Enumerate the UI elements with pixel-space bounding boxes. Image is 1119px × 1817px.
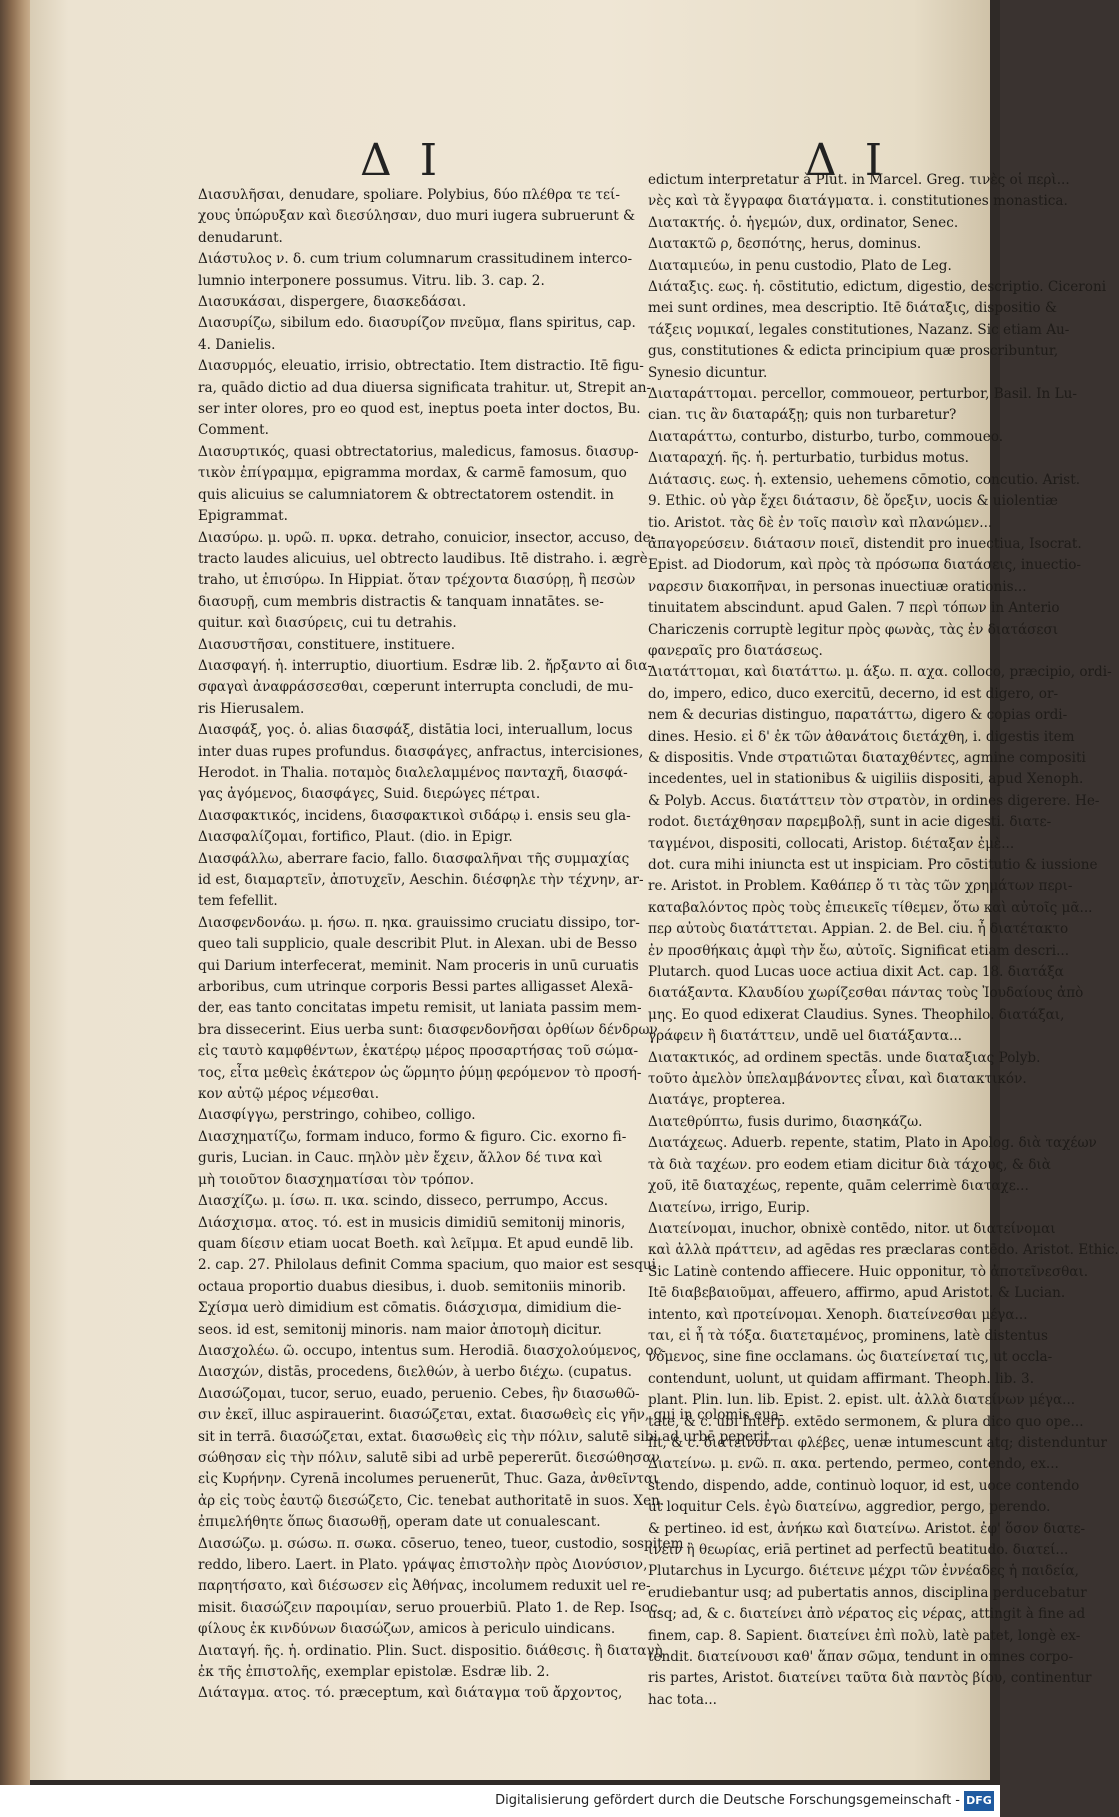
text-line: Διασφαλίζομαι, fortifico, Plaut. (dio. in Epigr.: [198, 829, 513, 846]
text-line: ἐπιμελήθητε ὅπως διασωθῇ, operam date ut conualescant.: [198, 1514, 601, 1531]
text-line: Διασυστῆσαι, constituere, instituere.: [198, 636, 456, 653]
text-line: octaua proportio duabus diesibus, i. duob. semitoniis minorib.: [198, 1278, 627, 1295]
text-line: & Polyb. Accus. διατάττειν τὸν στρατὸν, in ordines digerere. He-: [648, 792, 1100, 809]
text-line: & pertineo. id est, ἀνήκω καὶ διατείνω. Aristot. ἐφ' ὅσον διατε-: [648, 1520, 1086, 1537]
text-line: quitur. καὶ διασύρεις, cui tu detrahis.: [198, 615, 457, 632]
text-line: ναρεσιν διακοπῆναι, in personas inuectiuæ orationis...: [648, 578, 1027, 595]
dfg-logo[interactable]: DFG: [964, 1791, 994, 1811]
text-line: Comment.: [198, 422, 269, 439]
text-line: καὶ ἀλλὰ πράττειν, ad agēdas res præclaras contēdo. Aristot. Ethic.: [648, 1242, 1119, 1259]
text-line: & dispositis. Vnde στρατιῶται διαταχθέντες, agmine compositi: [648, 749, 1086, 766]
text-line: Διασφακτικός, incidens, διασφακτικοὶ σιδάρῳ i. ensis seu gla-: [198, 807, 631, 824]
text-line: Διαταράττομαι. percellor, commoueor, perturbor, Basil. In Lu-: [648, 386, 1077, 403]
text-line: tendit. διατείνουσι καθ' ἅπαν σῶμα, tendunt in omnes corpo-: [648, 1649, 1074, 1666]
running-head-right: ΔΙ: [805, 135, 911, 186]
text-line: περ αὐτοὺς διατάττεται. Appian. 2. de Bel. ciu. ἦ διατέτακτο: [648, 921, 1069, 938]
text-line: Διασφάλλω, aberrare facio, fallo. διασφαλῆναι τῆς συμμαχίας: [198, 850, 630, 867]
text-line: Διατεθρύπτω, fusis durimo, διασηκάζω.: [648, 1113, 923, 1130]
text-line: fit, & c. διατείνονται φλέβες, uenæ intumescunt atq; distenduntur: [648, 1434, 1108, 1451]
text-line: erudiebantur usq; ad pubertatis annos, disciplina perducebatur: [648, 1584, 1087, 1601]
text-line: Διασυρμός, eleuatio, irrisio, obtrectatio. Item distractio. Itē figu-: [198, 358, 644, 375]
text-line: id est, διαμαρτεῖν, ἀποτυχεῖν, Aeschin. διέσφηλε τὴν τέχνην, ar-: [198, 872, 644, 888]
text-line: stendo, dispendo, adde, continuò loquor, id est, uoce contendo: [648, 1477, 1080, 1494]
text-line: Διασφενδονάω. μ. ήσω. π. ηκα. grauissimo cruciatu dissipo, tor-: [198, 914, 640, 931]
text-line: Διασώζομαι, tucor, seruo, euado, peruenio. Cebes, ἣν διασωθῶ-: [198, 1385, 640, 1402]
text-line: ἐκ τῆς ἐπιστολῆς, exemplar epistolæ. Esdræ lib. 2.: [198, 1664, 550, 1681]
text-line: Διατάχεως. Aduerb. repente, statim, Plato in Apolog. διὰ ταχέων: [648, 1135, 1097, 1152]
text-line: διασυρῇ, cum membris distractis & tanquam innatātes. se-: [198, 593, 604, 610]
text-line: tate, & c. ubi Interp. extēdo sermonem, & plura dico quo ope...: [648, 1413, 1084, 1430]
text-line: denudarunt.: [198, 229, 283, 246]
text-line: misit. διασώζειν παροιμίαν, seruo prouerbiū. Plato 1. de Rep. Isoc.: [198, 1599, 662, 1616]
text-line: ἐν προσθήκαις ἀμφὶ τὴν ἔω, αὐτοῖς. Significat etiam descri...: [648, 942, 1070, 959]
text-line: tio. Aristot. τὰς δὲ ἐν τοῖς παισὶν καὶ πλανώμεν...: [648, 514, 993, 531]
text-line: quis alicuius se calumniatorem & obtrectatorem ostendit. in: [198, 486, 614, 503]
text-line: ris Hierusalem.: [198, 700, 305, 717]
text-line: τος, εἶτα μεθεὶς ἑκάτερον ὡς ὥρμητο ῥύμῃ φερόμενον τὸ προσή-: [198, 1064, 642, 1081]
text-line: ται, εἰ ἦ τὰ τόξα. διατεταμένος, prominens, latè distentus: [648, 1327, 1048, 1344]
text-line: Διατακτῶ ρ, δεσπότης, herus, dominus.: [648, 236, 922, 253]
text-line: qui Darium interfecerat, meminit. Nam proceris in unū curuatis: [198, 957, 639, 974]
text-line: φίλους ἐκ κινδύνων διασώζων, amicos à periculo uindicans.: [198, 1621, 616, 1638]
text-line: Διασφαγή. ἡ. interruptio, diuortium. Esdræ lib. 2. ἤρξαντο αἱ δια-: [198, 657, 653, 674]
text-line: Διατάττομαι, καὶ διατάττω. μ. άξω. π. αχα. colloco, præcipio, ordi-: [648, 664, 1112, 681]
text-line: σφαγαὶ ἀναφράσσεσθαι, cœperunt interrupta concludi, de mu-: [198, 679, 634, 696]
text-line: ut loquitur Cels. ἐγὼ διατείνω, aggredior, pergo, perendo.: [648, 1499, 1051, 1516]
text-line: τοῦτο ἀμελὸν ὑπελαμβάνοντες εἶναι, καὶ διατακτικόν.: [648, 1071, 1027, 1088]
text-line: guris, Lucian. in Cauc. πηλὸν μὲν ἔχειν, ἄλλον δέ τινα καὶ: [198, 1150, 603, 1167]
text-line: Plutarch. quod Lucas uoce actiua dixit Act. cap. 18. διατάξα: [648, 964, 1064, 981]
text-line: Chariczenis corruptè legitur πρὸς φωνὰς, τὰς ἐν διατάσεσι: [648, 621, 1059, 638]
text-line: παρητήσατο, καὶ διέσωσεν εἰς Ἀθήνας, incolumem reduxit uel re-: [198, 1578, 651, 1595]
text-line: Διαταμιεύω, in penu custodio, Plato de Leg.: [648, 257, 952, 274]
text-line: Διατείνομαι, inuchor, obnixè contēdo, nitor. ut διατείνομαι: [648, 1220, 1056, 1237]
text-line: Διάτασις. εως. ἡ. extensio, uehemens cōmotio, concutio. Arist.: [648, 471, 1081, 488]
text-line: Διασυκάσαι, dispergere, διασκεδάσαι.: [198, 294, 467, 311]
text-line: Διατακτής. ὁ. ἡγεμών, dux, ordinator, Senec.: [648, 214, 959, 231]
footer-bar: [0, 1785, 1000, 1817]
text-line: ἀρ εἰς τοὺς ἑαυτῷ διεσώζετο, Cic. tenebat authoritatē in suos. Xen.: [198, 1492, 665, 1509]
text-line: plant. Plin. lun. lib. Epist. 2. epist. ult. ἀλλὰ διατείνων μέγα...: [648, 1392, 1076, 1409]
text-line: Διασύρω. μ. υρῶ. π. υρκα. detraho, conuicior, insector, accuso, de-: [198, 529, 656, 546]
text-line: hac tota...: [648, 1691, 717, 1708]
text-line: do, impero, edico, duco exercitū, decerno, id est digero, or-: [648, 685, 1059, 702]
text-line: Διαταγή. ῆς. ἡ. ordinatio. Plin. Suct. dispositio. διάθεσις. ἢ διαταγὴ: [198, 1642, 663, 1659]
text-line: μης. Eo quod edixerat Claudius. Synes. Theophilo. διατάξαι,: [648, 1006, 1065, 1023]
text-line: χοῦ, itē διαταχέως, repente, quām celerrimè διαταχε...: [648, 1178, 1029, 1195]
text-line: Διατακτικός, ad ordinem spectās. unde διαταξιας Polyb.: [648, 1049, 1041, 1066]
text-line: re. Aristot. in Problem. Καθάπερ ὅ τι τὰς τῶν χρημάτων περι-: [648, 878, 1073, 895]
text-line: Διατείνω, irrigo, Eurip.: [648, 1199, 810, 1216]
text-line: ra, quādo dictio ad dua diuersa significata trahitur. ut, Strepit an-: [198, 379, 652, 396]
text-line: Διάταξις. εως. ἡ. cōstitutio, edictum, digestio, descriptio. Ciceroni: [648, 279, 1107, 296]
text-line: Διασχολέω. ῶ. occupo, intentus sum. Herodiā. διασχολούμενος, oc-: [198, 1342, 666, 1359]
text-line: εἰς ταυτὸ καμφθέντων, ἑκατέρῳ μέρος προσαρτήσας τοῦ σώμα-: [198, 1043, 639, 1060]
text-line: Διαταραχή. ῆς. ἡ. perturbatio, turbidus motus.: [648, 450, 969, 467]
text-line: κον αὐτῷ μέρος νέμεσθαι.: [198, 1086, 380, 1103]
text-line: Διασυρίζω, sibilum edo. διασυρίζον πνεῦμα, flans spiritus, cap.: [198, 315, 636, 332]
text-line: καταβαλόντος πρὸς τοὺς ἐπιεικεῖς τίθεμεν, ὅτω καὶ αὐτοῖς μᾶ...: [648, 899, 1093, 916]
text-line: reddo, libero. Laert. in Plato. γράψας ἐπιστολὴν πρὸς Διονύσιον,: [198, 1557, 648, 1573]
text-line: der, eas tanto concitatas impetu remisit, ut laniata passim mem-: [198, 1000, 642, 1017]
text-line: ἀπαγορεύσειν. διάτασιν ποιεῖ, distendit pro inuectiua, Isocrat.: [648, 535, 1082, 552]
text-line: incedentes, uel in stationibus & uigiliis dispositi, apud Xenoph.: [648, 771, 1084, 788]
text-line: tracto laudes alicuius, uel obtrecto laudibus. Itē distraho. i. ægrè: [198, 550, 648, 567]
text-line: usq; ad, & c. διατείνει ἀπὸ νέρατος εἰς νέρας, attingit à fine ad: [648, 1606, 1086, 1623]
text-line: διατάξαντα. Κλαυδίου χωρίζεσθαι πάντας τοὺς Ἰουδαίους ἀπὸ: [648, 985, 1084, 1002]
book-edge: [0, 0, 30, 1785]
text-line: tem fefellit.: [198, 893, 278, 910]
text-line: τάξεις νομικαί, legales constitutiones, Nazanz. Sic etiam Au-: [648, 321, 1070, 338]
text-line: Σχίσμα uerò dimidium est cōmatis. διάσχισμα, dimidium die-: [198, 1300, 622, 1317]
text-line: Epigrammat.: [198, 508, 288, 525]
text-line: mei sunt ordines, mea descriptio. Itē διάταξις, dispositio &: [648, 300, 1057, 317]
text-line: finem, cap. 8. Sapient. διατείνει ἐπὶ πολὺ, latè patet, longè ex-: [648, 1627, 1081, 1644]
text-line: Διασυρτικός, quasi obtrectatorius, maledicus, famosus. διασυρ-: [198, 443, 639, 460]
text-line: dines. Hesio. εἰ δ' ἐκ τῶν ἀθανάτοις διετάχθη, i. digestis item: [648, 728, 1075, 745]
text-line: Synesio dicuntur.: [648, 364, 768, 381]
text-line: τικὸν ἐπίγραμμα, epigramma mordax, & carmē famosum, quo: [198, 465, 627, 482]
text-line: εἰς Κυρήνην. Cyrenā incolumes peruenerūt, Thuc. Gaza, ἀνθεῖνται: [198, 1471, 659, 1488]
text-line: Epist. ad Diodorum, καὶ πρὸς τὰ πρόσωπα διατάσεις, inuectio-: [648, 557, 1081, 574]
text-line: Διασχίζω. μ. ίσω. π. ικα. scindo, disseco, perrumpo, Accus.: [198, 1193, 609, 1210]
text-line: Plutarchus in Lycurgo. διέτεινε μέχρι τῶν ἐννέαδες ἡ παιδεία,: [648, 1563, 1079, 1580]
text-line: Διαταράττω, conturbo, disturbo, turbo, commoueo.: [648, 428, 1004, 445]
text-line: intento, καὶ προτείνομαι. Xenoph. διατείνεσθαι μέγα...: [648, 1306, 1028, 1323]
text-line: Διασχηματίζω, formam induco, formo & figuro. Cic. exorno fi-: [198, 1128, 627, 1145]
right-column: [648, 170, 1119, 1711]
text-line: Itē διαβεβαιοῦμαι, affeuero, affirmo, apud Aristot. & Lucian.: [648, 1285, 1066, 1302]
text-line: Sic Latinè contendo affiecere. Huic opponitur, τὸ ἀποτεῖνεσθαι.: [648, 1263, 1089, 1280]
text-line: traho, ut ἐπισύρω. In Hippiat. ὅταν τρέχοντα διασύρῃ, ἢ πεσὼν: [198, 572, 636, 589]
running-head-left: ΔΙ: [360, 135, 466, 186]
text-line: Herodot. in Thalia. ποταμὸς διαλελαμμένος πανταχῆ, διασφά-: [198, 764, 628, 781]
text-line: edictum interpretatur à Plut. in Marcel. Greg. τινὲς οἱ περὶ...: [648, 172, 1070, 188]
text-line: Διάσχισμα. ατος. τό. est in musicis dimidiū semitonij minoris,: [198, 1214, 626, 1231]
text-line: Διατάγε, propterea.: [648, 1092, 786, 1109]
text-line: ris partes, Aristot. διατείνει ταῦτα διὰ παντὸς βίου, continentur: [648, 1670, 1092, 1687]
text-line: νὲς καὶ τὰ ἔγγραφα διατάγματα. i. constitutiones monastica.: [648, 193, 1068, 210]
text-line: Διάταγμα. ατος. τό. præceptum, καὶ διάταγμα τοῦ ἄρχοντος,: [198, 1685, 623, 1702]
text-line: ίνειν ἢ θεωρίας, eriā pertinet ad perfectū beatitudo. διατεί...: [648, 1542, 1069, 1558]
text-line: dot. cura mihi iniuncta est ut inspiciam. Pro cōstitutio & iussione: [648, 857, 1098, 873]
text-line: ταγμένοι, dispositi, collocati, Aristop. διέταξαν ἐμὲ...: [648, 835, 1015, 852]
text-line: σιν ἐκεῖ, illuc aspirauerint. διασώζεται, extat. διασωθεὶς εἰς γῆν, qui in colomis eua-: [198, 1407, 784, 1424]
text-line: Διασχών, distās, procedens, διελθών, à uerbo διέχω. (cupatus.: [198, 1364, 632, 1381]
text-line: queo tali supplicio, quale describit Plut. in Alexan. ubi de Besso: [198, 936, 638, 953]
text-line: nem & decurias distinguo, παρατάττω, digero & copias ordi-: [648, 707, 1068, 724]
text-line: χους ὑπώρυξαν καὶ διεσύλησαν, duo muri iugera subruerunt &: [198, 208, 636, 225]
text-line: γράφειν ἢ διατάττειν, undē uel διατάξαντα...: [648, 1028, 962, 1045]
text-line: Διατείνω. μ. ενῶ. π. ακα. pertendo, permeo, contendo, ex...: [648, 1456, 1059, 1473]
text-line: γας ἀγόμενος, διασφάγες, Suid. διερώγες πέτραι.: [198, 786, 541, 803]
text-line: arboribus, cum utrinque corporis Bessi partes alligasset Alexā-: [198, 979, 634, 996]
text-line: Διασφάξ, γος. ὁ. alias διασφάξ, distātia loci, interuallum, locus: [198, 722, 633, 739]
text-line: tinuitatem abscindunt. apud Galen. 7 περὶ τόπων in Anterio: [648, 600, 1060, 617]
text-line: sit in terrā. διασώζεται, extat. διασωθεὶς εἰς τὴν πόλιν, salutē sibi ad urbē peperit.: [198, 1428, 774, 1445]
text-line: 2. cap. 27. Philolaus definit Comma spacium, quo maior est sesqui: [198, 1257, 657, 1274]
text-line: φανεραῖς pro διατάσεως.: [648, 642, 823, 659]
text-line: σώθησαν εἰς τὴν πόλιν, salutē sibi ad urbē pepererūt. διεσώθησαν: [198, 1449, 660, 1466]
text-line: νόμενος, sine fine occlamans. ὡς διατείνεταί τις, ut occla-: [648, 1349, 1053, 1366]
text-line: μὴ τοιοῦτον διασχηματίσαι τὸν τρόπον.: [198, 1171, 475, 1188]
text-line: quam δίεσιν etiam uocat Boeth. καὶ λεῖμμα. Et apud eundē lib.: [198, 1235, 634, 1252]
text-line: cian. τις ἂν διαταράξῃ; quis non turbaretur?: [648, 407, 957, 424]
text-line: gus, constitutiones & edicta principium quæ proscribuntur,: [648, 343, 1059, 360]
text-line: lumnio interponere possumus. Vitru. lib. 3. cap. 2.: [198, 272, 545, 289]
text-line: bra dissecerint. Eius uerba sunt: διασφενδονῆσαι ὀρθίων δένδρων: [198, 1021, 658, 1038]
text-line: Διασώζω. μ. σώσω. π. σωκα. cōseruo, teneo, tueor, custodio, sospitem: [198, 1535, 684, 1552]
text-line: rodot. διετάχθησαν παρεμβολῇ, sunt in acie digesti. διατε-: [648, 814, 1052, 831]
text-line: ser inter olores, pro eo quod est, ineptus poeta inter doctos, Bu.: [198, 401, 641, 418]
text-line: contendunt, uolunt, ut quidam affirmant. Theoph. lib. 3.: [648, 1370, 1035, 1387]
book-page: [30, 0, 1119, 1780]
text-line: seos. id est, semitonij minoris. nam maior ἀποτομὴ dicitur.: [198, 1321, 602, 1338]
text-line: Διασφίγγω, perstringo, cohibeo, colligo.: [198, 1107, 476, 1124]
text-line: Διάστυλος ν. δ. cum trium columnarum crassitudinem interco-: [198, 251, 633, 268]
text-line: inter duas rupes profundus. διασφάγες, anfractus, intercisiones,: [198, 743, 644, 760]
text-line: Διασυλῆσαι, denudare, spoliare. Polybius, δύο πλέθρα τε τεί-: [198, 187, 620, 203]
text-line: 9. Ethic. οὐ γὰρ ἔχει διάτασιν, δὲ ὄρεξιν, uocis & uiolentiæ: [648, 493, 1058, 510]
text-line: τὰ διὰ ταχέων. pro eodem etiam dicitur διὰ τάχους, & διὰ: [648, 1156, 1051, 1173]
text-line: 4. Danielis.: [198, 336, 276, 353]
funding-notice: Digitalisierung gefördert durch die Deutsche Forschungsgemeinschaft -: [495, 1793, 960, 1808]
